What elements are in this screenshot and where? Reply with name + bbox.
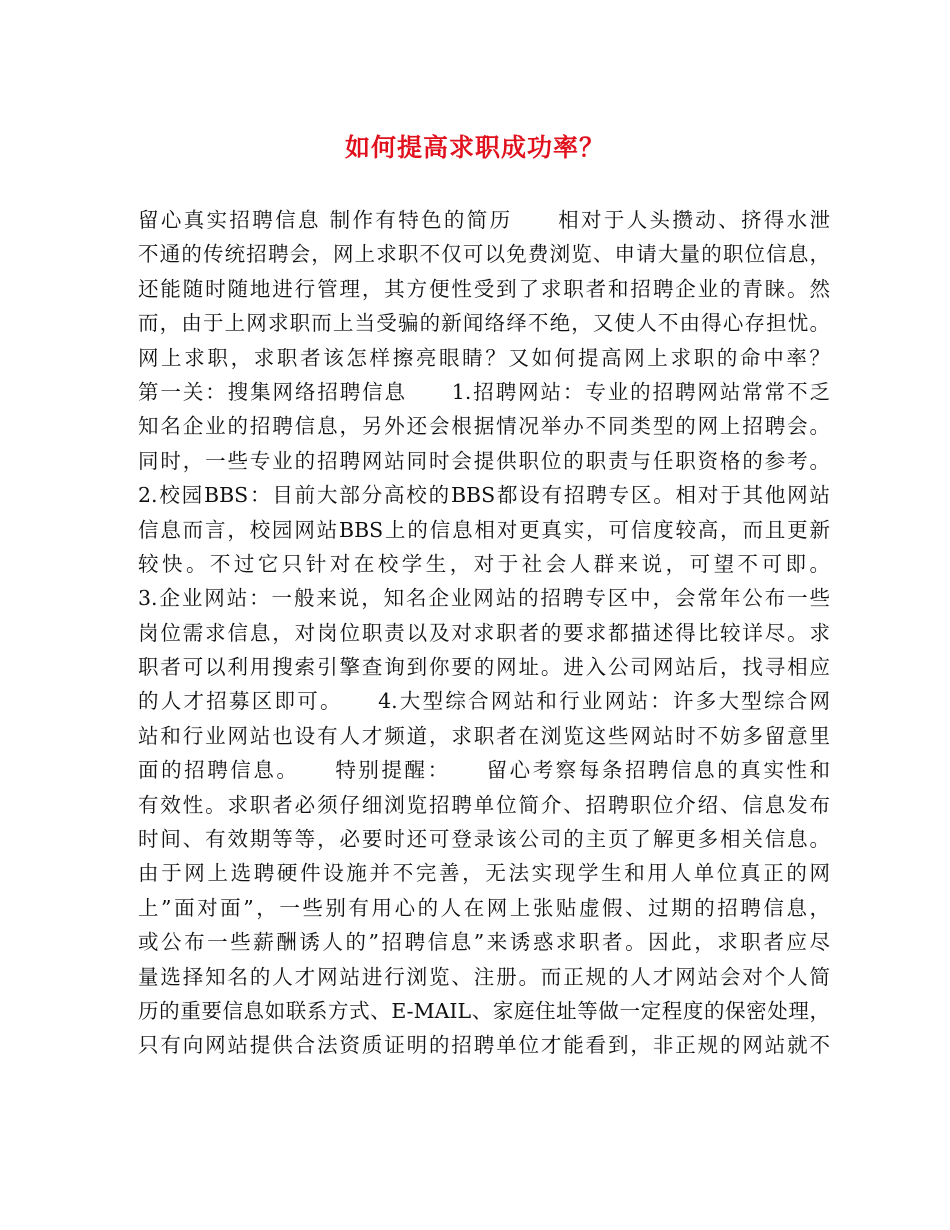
body-line: 留心真实招聘信息 制作有特色的简历 相对于人头攒动、挤得水泄: [138, 208, 830, 232]
body-line: 还能随时随地进行管理，其方便性受到了求职者和招聘企业的青睐。然: [138, 276, 830, 301]
body-line: 或公布一些薪酬诱人的”招聘信息”来诱惑求职者。因此，求职者应尽: [138, 930, 830, 955]
body-line: 由于网上选聘硬件设施并不完善，无法实现学生和用人单位真正的网: [138, 861, 830, 886]
document-title: 如何提高求职成功率？: [344, 133, 605, 162]
body-line: 知名企业的招聘信息，另外还会根据情况举办不同类型的网上招聘会。: [138, 414, 830, 439]
body-line: 网上求职，求职者该怎样擦亮眼睛？又如何提高网上求职的命中率？: [138, 345, 830, 370]
body-line: 站和行业网站也设有人才频道，求职者在浏览这些网站时不妨多留意里: [138, 723, 830, 748]
body-line: 时间、有效期等等，必要时还可登录该公司的主页了解更多相关信息。: [138, 827, 830, 852]
body-line: 职者可以利用搜索引擎查询到你要的网址。进入公司网站后，找寻相应: [138, 655, 830, 680]
body-line: 而，由于上网求职而上当受骗的新闻络绎不绝，又使人不由得心存担忧。: [138, 311, 830, 336]
body-line: 较快。不过它只针对在校学生，对于社会人群来说，可望不可即。: [138, 551, 830, 576]
body-line: 有效性。求职者必须仔细浏览招聘单位简介、招聘职位介绍、信息发布: [138, 792, 830, 817]
body-line: 上”面对面”，一些别有用心的人在网上张贴虚假、过期的招聘信息，: [138, 895, 830, 920]
document-body: [138, 203, 830, 1063]
body-line: 历的重要信息如联系方式、E-MAIL、家庭住址等做一定程度的保密处理，: [138, 998, 830, 1023]
body-line: 不通的传统招聘会，网上求职不仅可以免费浏览、申请大量的职位信息，: [138, 242, 830, 267]
body-line: 的人才招募区即可。 4.大型综合网站和行业网站：许多大型综合网: [138, 689, 830, 714]
body-line: 只有向网站提供合法资质证明的招聘单位才能看到，非正规的网站就不: [138, 1033, 830, 1058]
body-line: 岗位需求信息，对岗位职责以及对求职者的要求都描述得比较详尽。求: [138, 620, 830, 645]
body-line: 信息而言，校园网站BBS上的信息相对更真实，可信度较高，而且更新: [138, 517, 830, 542]
body-line: 3.企业网站：一般来说，知名企业网站的招聘专区中，会常年公布一些: [138, 586, 830, 611]
body-line: 面的招聘信息。 特别提醒： 留心考察每条招聘信息的真实性和: [138, 758, 830, 783]
body-line: 同时，一些专业的招聘网站同时会提供职位的职责与任职资格的参考。: [138, 448, 830, 473]
body-line: 2.校园BBS：目前大部分高校的BBS都设有招聘专区。相对于其他网站: [138, 483, 830, 508]
body-line: 第一关：搜集网络招聘信息 1.招聘网站：专业的招聘网站常常不乏: [138, 379, 830, 404]
body-line: 量选择知名的人才网站进行浏览、注册。而正规的人才网站会对个人简: [138, 964, 830, 989]
